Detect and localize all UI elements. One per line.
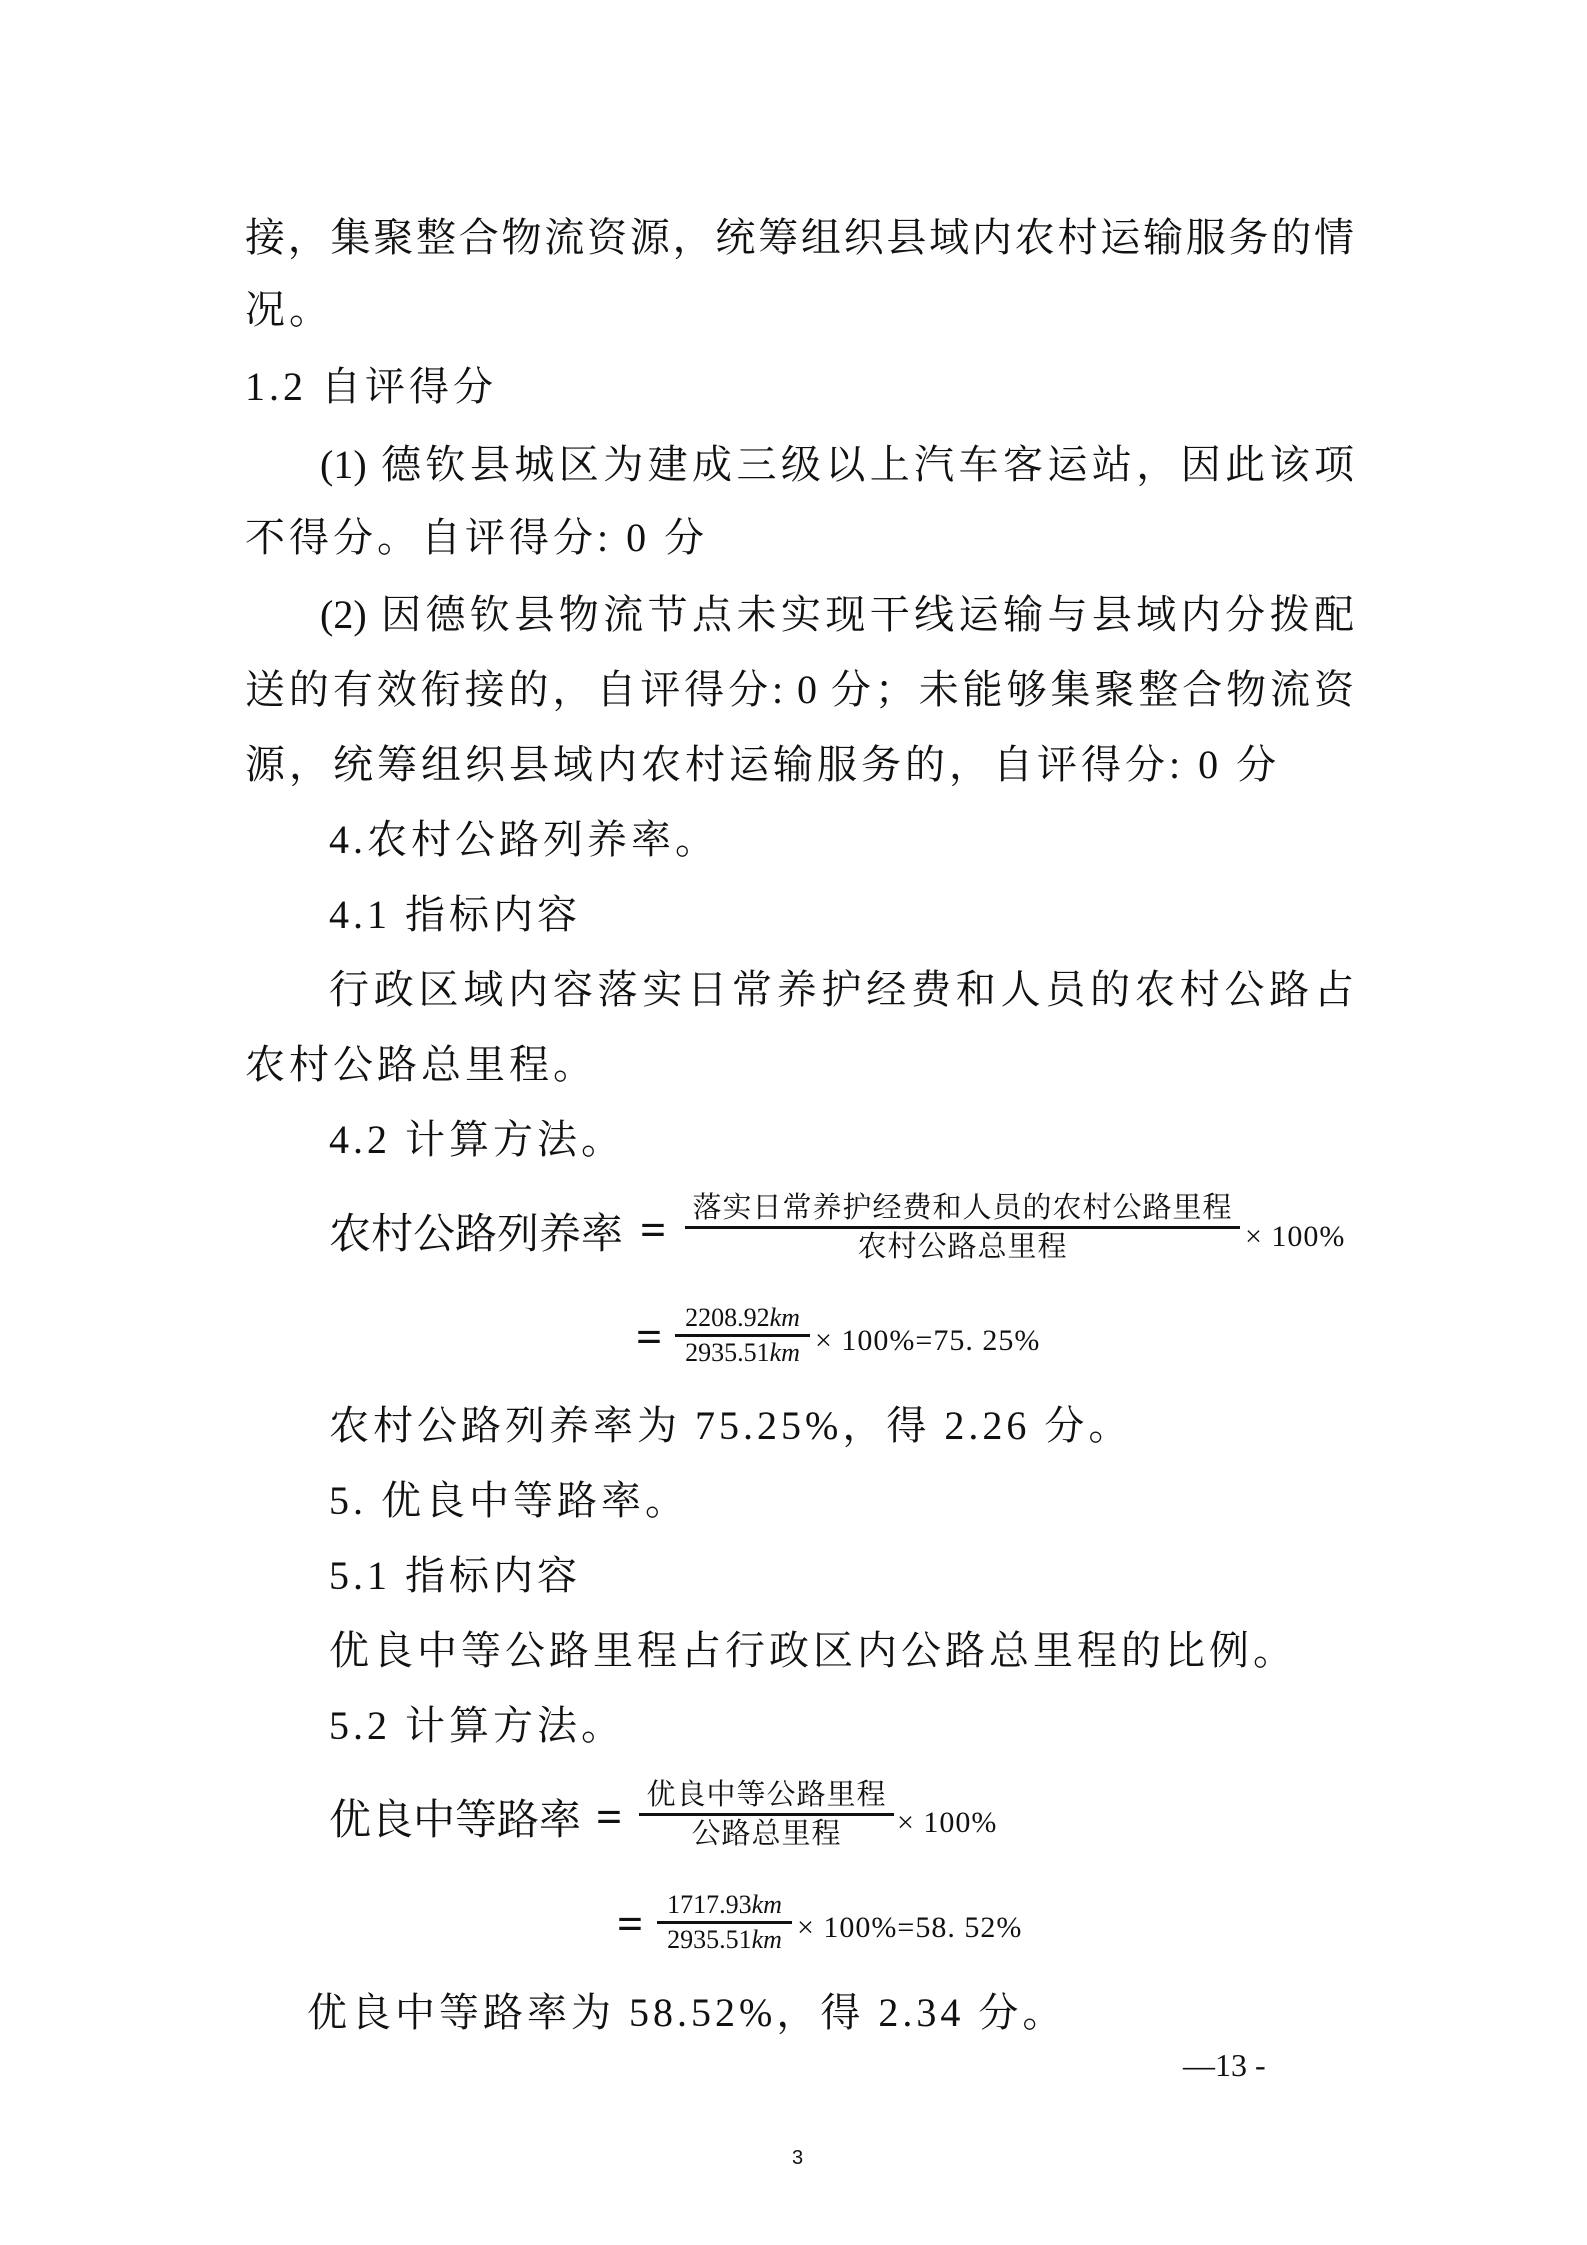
numerator-value: 1717.93	[667, 1890, 752, 1919]
section-heading: 4.1 指标内容	[329, 892, 581, 937]
paragraph-line: 行政区域内容落实日常养护经费和人员的农村公路占	[329, 967, 1354, 1012]
equals-sign: =	[640, 1204, 667, 1255]
unit: km	[769, 1338, 800, 1367]
paragraph-line: 优良中等公路里程占行政区内公路总里程的比例。	[329, 1628, 1297, 1673]
fraction	[657, 1889, 792, 1956]
denominator: 农村公路总里程	[857, 1231, 1068, 1263]
paragraph-line: 优良中等路率为 58.52%，得 2.34 分。	[307, 1990, 1067, 2035]
numerator	[667, 1889, 782, 1921]
paragraph-line: 不得分。自评得分: 0 分	[245, 515, 709, 560]
paragraph-line: 况。	[245, 287, 333, 332]
denominator-value: 2935.51	[667, 1925, 752, 1954]
multiplier: × 100%	[897, 1806, 998, 1839]
numerator	[685, 1302, 800, 1334]
paragraph-line: 源，统筹组织县域内农村运输服务的，自评得分: 0 分	[245, 742, 1281, 787]
numerator: 优良中等公路里程	[646, 1779, 887, 1811]
denominator: 公路总里程	[691, 1818, 842, 1850]
paragraph-line: 农村公路总里程。	[245, 1042, 597, 1087]
numerator-value: 2208.92	[685, 1303, 770, 1332]
paragraph-line: (1) 德钦县城区为建成三级以上汽车客运站，因此该项	[320, 442, 1354, 487]
denominator-value: 2935.51	[685, 1338, 770, 1367]
result: × 100%=58. 52%	[797, 1911, 1023, 1944]
fraction	[675, 1302, 810, 1369]
equals-sign: =	[636, 1311, 663, 1362]
equals-sign: =	[617, 1898, 644, 1949]
fraction	[639, 1777, 894, 1852]
unit: km	[751, 1890, 782, 1919]
section-heading: 5.1 指标内容	[329, 1553, 581, 1598]
paragraph-line: 农村公路列养率为 75.25%，得 2.26 分。	[329, 1403, 1133, 1448]
section-heading: 1.2 自评得分	[245, 364, 497, 409]
fraction	[685, 1190, 1240, 1265]
section-heading: 4.2 计算方法。	[329, 1117, 625, 1162]
section-heading: 5.2 计算方法。	[329, 1703, 625, 1748]
page-number: —13 -	[1183, 2047, 1266, 2083]
paragraph-line: 接，集聚整合物流资源，统筹组织县域内农村运输服务的情	[245, 215, 1354, 260]
footer-page-number: 3	[792, 2147, 804, 2169]
paragraph-line: (2) 因德钦县物流节点未实现干线运输与县域内分拨配	[320, 592, 1354, 637]
paragraph-line: 送的有效衔接的，自评得分: 0 分；未能够集聚整合物流资	[245, 667, 1354, 712]
unit: km	[751, 1925, 782, 1954]
denominator	[667, 1924, 782, 1956]
numerator: 落实日常养护经费和人员的农村公路里程	[692, 1192, 1233, 1224]
formula-label: 农村公路列养率	[329, 1212, 624, 1258]
unit: km	[769, 1303, 800, 1332]
equals-sign: =	[596, 1791, 623, 1842]
denominator	[685, 1337, 800, 1369]
multiplier: × 100%	[1245, 1220, 1346, 1253]
formula-label: 优良中等路率	[329, 1798, 582, 1844]
section-heading: 5. 优良中等路率。	[329, 1478, 689, 1523]
section-heading: 4.农村公路列养率。	[329, 817, 719, 862]
result: × 100%=75. 25%	[815, 1324, 1041, 1357]
